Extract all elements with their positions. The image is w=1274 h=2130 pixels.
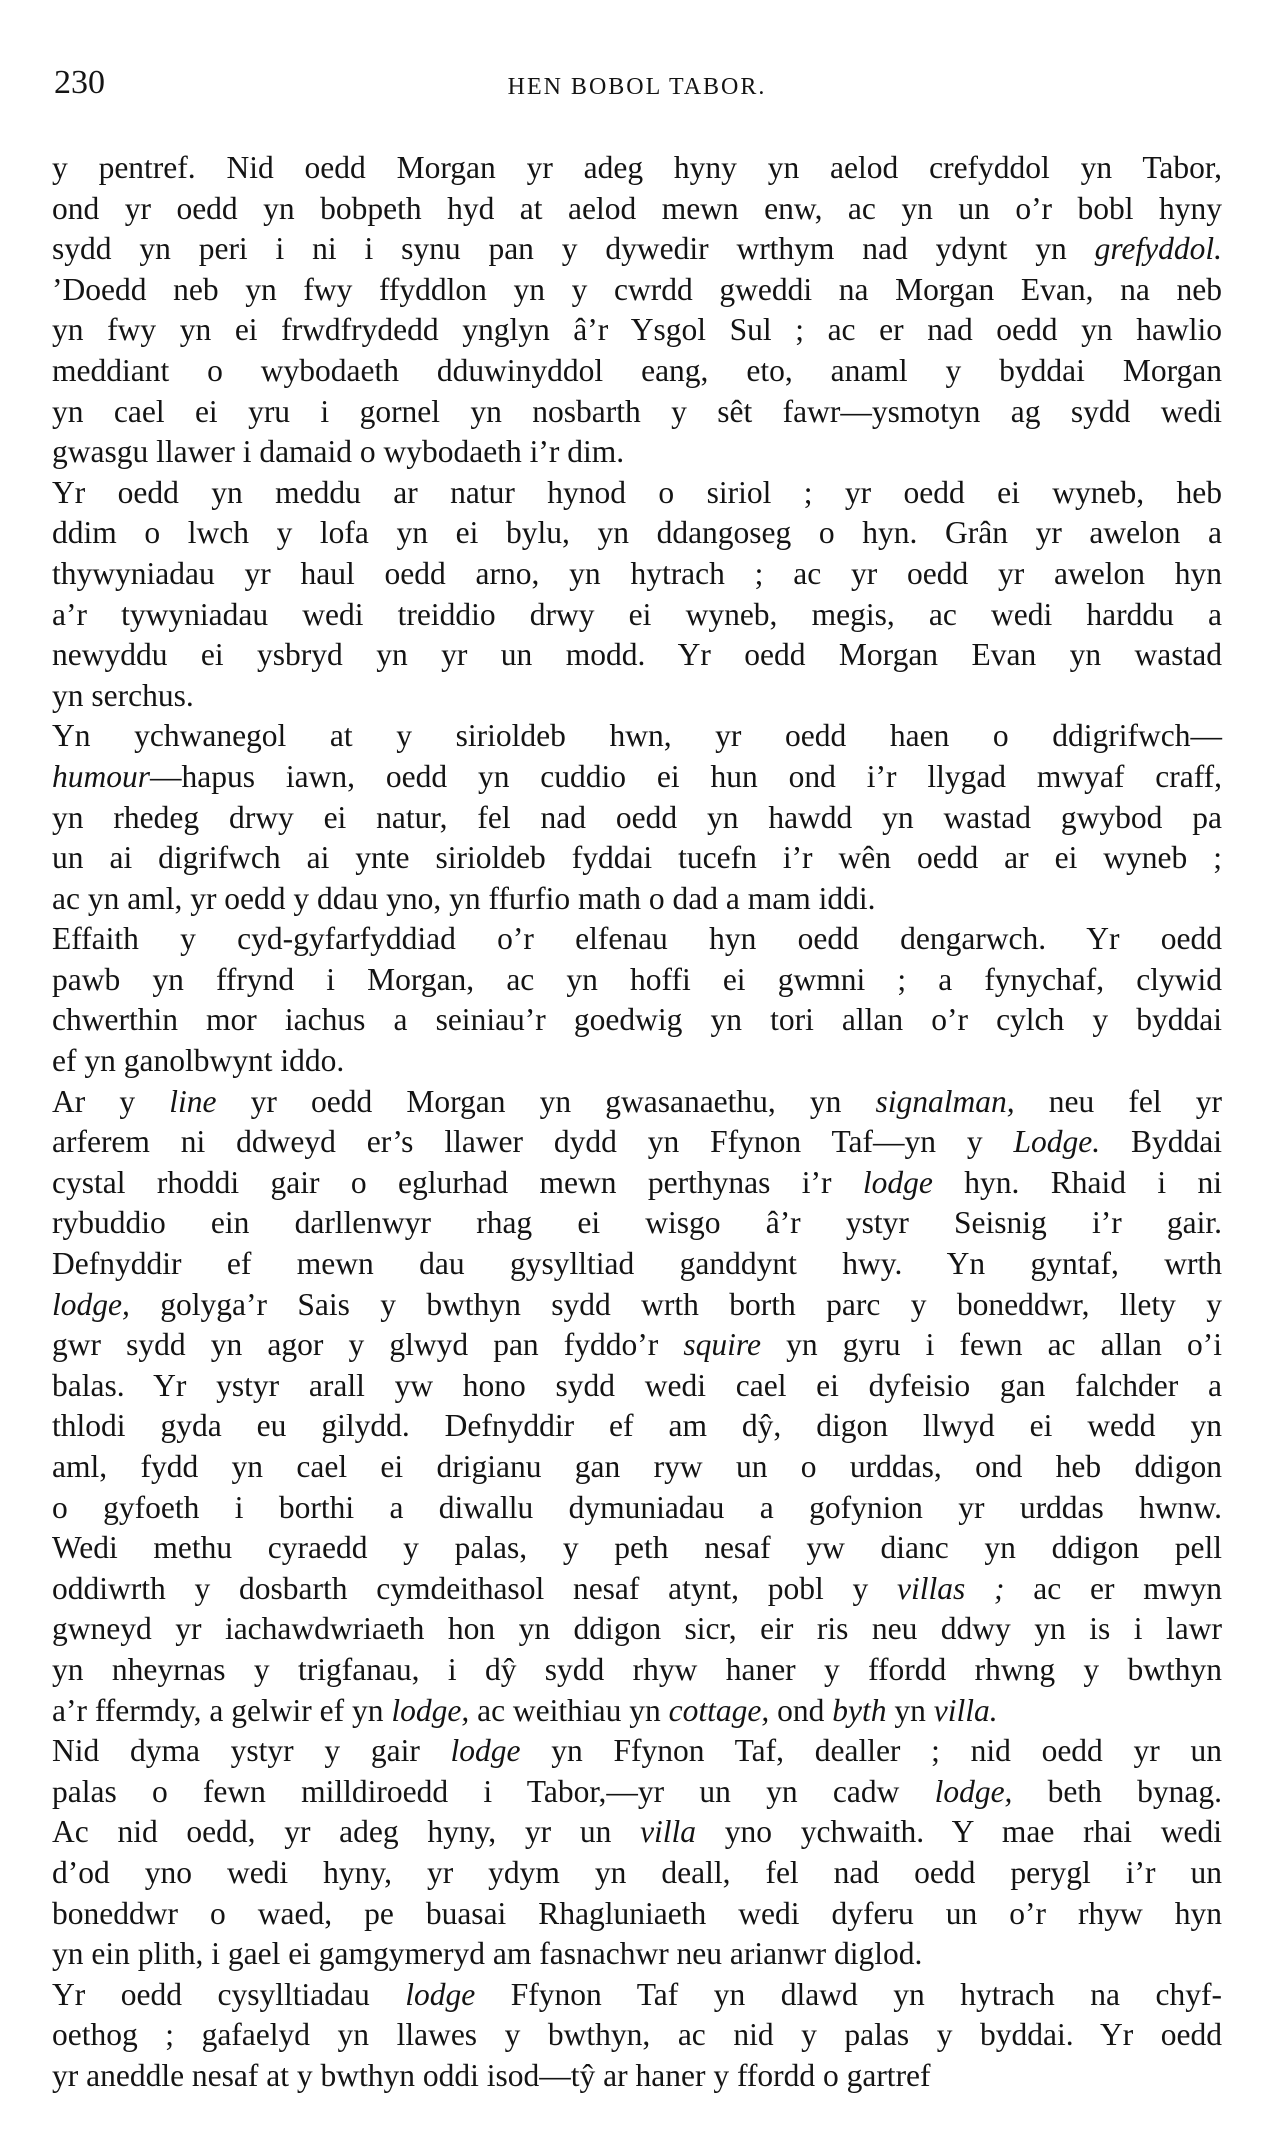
italic-text: humour [52,758,151,794]
text-segment: meddiant o wybodaeth dduwinyddol eang, eto, anaml y byddai Morgan [52,352,1222,388]
text-segment: Yn ychwanegol at y sirioldeb hwn, yr oedd haen o ddigrifwch— [52,718,1222,754]
paragraph [52,1731,1222,1975]
italic-text: signalman, [875,1083,1015,1119]
italic-text: lodge, [391,1692,470,1728]
text-segment: Ffynon Taf yn dlawd yn hytrach na chyf- [475,1976,1222,2012]
text-segment: ddim o lwch y lofa yn ei bylu, yn ddangoseg o hyn. Grân yr awelon a [52,515,1222,551]
text-line [52,1406,1222,1447]
text-segment: golyga’r Sais y bwthyn sydd wrth borth parc y boneddwr, llety y [129,1286,1222,1322]
text-line [52,595,1222,636]
text-line [52,432,1222,473]
text-line [52,1488,1222,1529]
italic-text: lodge [862,1164,933,1200]
text-segment: yn nheyrnas y trigfanau, i dŷ sydd rhyw haner y ffordd rhwng y bwthyn [52,1651,1222,1687]
text-segment: pawb yn ffrynd i Morgan, ac yn hoffi ei gwmni ; a fynychaf, clywid [52,961,1222,997]
text-segment: ac yn aml, yr oedd y ddau yno, yn ffurfio math o dad a mam iddi. [52,880,876,916]
text-segment: ond [769,1692,833,1728]
text-segment: Defnyddir ef mewn dau gysylltiad ganddynt hwy. Yn gyntaf, wrth [52,1246,1222,1282]
text-segment: chwerthin mor iachus a seiniau’r goedwig yn tori allan o’r cylch y byddai [52,1002,1222,1038]
text-segment: Yr oedd cysylltiadau [52,1976,406,2012]
text-segment: gwneyd yr iachawdwriaeth hon yn ddigon sicr, eir ris neu ddwy yn is i lawr [52,1611,1222,1647]
page-number: 230 [54,64,105,101]
text-segment: yn rhedeg drwy ei natur, fel nad oedd yn hawdd yn wastad gwybod pa [52,799,1222,835]
text-segment: yn gyru i fewn ac allan o’i [761,1327,1222,1363]
text-segment: yn cael ei yru i gornel yn nosbarth y sêt fawr—ysmotyn ag sydd wedi [52,393,1222,429]
paragraph [52,148,1222,473]
text-line [52,351,1222,392]
text-line [52,1812,1222,1853]
text-line [52,148,1222,189]
text-line [52,1934,1222,1975]
text-segment: newyddu ei ysbryd yn yr un modd. Yr oedd Morgan Evan yn wastad [52,637,1222,673]
text-line [52,1528,1222,1569]
text-segment: ac weithiau yn [469,1692,669,1728]
text-segment: yn serchus. [52,677,194,713]
text-line [52,635,1222,676]
text-segment: sydd yn peri i ni i synu pan y dywedir wrthym nad ydynt yn [52,231,1095,267]
text-line [52,1122,1222,1163]
paragraph [52,1975,1222,2097]
text-line [52,1772,1222,1813]
text-segment: y pentref. Nid oedd Morgan yr adeg hyny yn aelod crefyddol yn Tabor, [52,150,1222,185]
italic-text: lodge, [934,1773,1013,1809]
text-line [52,1366,1222,1407]
text-line [52,1041,1222,1082]
text-segment: yn Ffynon Taf, dealler ; nid oedd yr un [520,1733,1222,1769]
text-line [52,1447,1222,1488]
text-segment: neu fel yr [1014,1083,1222,1119]
text-line [52,1609,1222,1650]
text-line [52,513,1222,554]
text-segment: o gyfoeth i borthi a diwallu dymuniadau a gofynion yr urddas hwnw. [52,1489,1222,1525]
paragraph [52,716,1222,919]
text-line [52,1894,1222,1935]
text-line [52,1691,1222,1732]
paragraph [52,1082,1222,1732]
italic-text: villa [640,1814,697,1850]
text-segment: yn [886,1692,934,1728]
text-line [52,1082,1222,1123]
text-line [52,270,1222,311]
text-line [52,798,1222,839]
text-segment: hyn. Rhaid i ni [932,1164,1222,1200]
text-line [52,1569,1222,1610]
text-segment: yn ein plith, i gael ei gamgymeryd am fasnachwr neu arianwr diglod. [52,1936,923,1972]
italic-text: squire [683,1327,761,1363]
text-line [52,554,1222,595]
text-segment: gwasgu llawer i damaid o wybodaeth i’r dim. [52,434,625,470]
text-segment: thywyniadau yr haul oedd arno, yn hytrach ; ac yr oedd yr awelon hyn [52,555,1222,591]
text-line [52,757,1222,798]
text-segment: Effaith y cyd-gyfarfyddiad o’r elfenau hyn oedd dengarwch. Yr oedd [52,921,1222,957]
text-segment: aml, fydd yn cael ei drigianu gan ryw un o urddas, ond heb ddigon [52,1449,1222,1484]
text-segment: yn fwy yn ei frwdfrydedd ynglyn â’r Ysgol Sul ; ac er nad oedd yn hawlio [52,312,1222,348]
italic-text: Lodge. [1013,1124,1101,1160]
italic-text: villa. [933,1692,998,1728]
text-segment: yr aneddle nesaf at y bwthyn oddi isod—tŷ ar haner y ffordd o gartref [52,2057,931,2093]
text-line [52,838,1222,879]
italic-text: lodge [405,1976,476,2012]
text-segment: yr oedd Morgan yn gwasanaethu, yn [216,1083,876,1119]
paragraph [52,473,1222,717]
text-line [52,1000,1222,1041]
text-line [52,919,1222,960]
text-segment: Wedi methu cyraedd y palas, y peth nesaf yw dianc yn ddigon pell [52,1530,1222,1566]
text-line [52,960,1222,1001]
text-segment: thlodi gyda eu gilydd. Defnyddir ef am dŷ, digon llwyd ei wedd yn [52,1408,1222,1444]
italic-text: cottage, [668,1692,770,1728]
text-segment: a’r ffermdy, a gelwir ef yn [52,1692,392,1728]
italic-text: grefyddol. [1094,231,1222,267]
text-segment: boneddwr o waed, pe buasai Rhagluniaeth wedi dyferu un o’r rhyw hyn [52,1895,1222,1931]
text-segment: yno ychwaith. Y mae rhai wedi [696,1814,1223,1850]
text-line [52,310,1222,351]
text-line [52,1975,1222,2016]
body-text [52,148,1222,2097]
text-segment: gwr sydd yn agor y glwyd pan fyddo’r [52,1327,684,1363]
text-segment: arferem ni ddweyd er’s llawer dydd yn Ffynon Taf—yn y [52,1124,1014,1160]
text-line [52,1325,1222,1366]
text-segment: un ai digrifwch ai ynte sirioldeb fyddai tucefn i’r wên oedd ar ei wyneb ; [52,840,1222,876]
italic-text: byth [832,1692,887,1728]
text-line [52,1650,1222,1691]
text-segment: Nid dyma ystyr y gair [52,1733,451,1769]
italic-text: villas ; [897,1570,1005,1606]
text-segment: ’Doedd neb yn fwy ffyddlon yn y cwrdd gweddi na Morgan Evan, na neb [52,271,1222,307]
text-segment: Byddai [1100,1124,1222,1160]
text-segment: oddiwrth y dosbarth cymdeithasol nesaf atynt, pobl y [52,1570,898,1606]
text-line [52,1853,1222,1894]
text-line [52,189,1222,230]
text-segment: cystal rhoddi gair o eglurhad mewn perthynas i’r [52,1164,863,1200]
text-segment: palas o fewn milldiroedd i Tabor,—yr un yn cadw [52,1773,935,1809]
text-line [52,676,1222,717]
text-segment: ef yn ganolbwynt iddo. [52,1043,345,1079]
text-line [52,1285,1222,1326]
text-line [52,473,1222,514]
text-segment: d’od yno wedi hyny, yr ydym yn deall, fel nad oedd perygl i’r un [52,1854,1222,1890]
text-segment: Ac nid oedd, yr adeg hyny, yr un [52,1814,641,1850]
italic-text: lodge, [52,1286,130,1322]
text-segment: ac er mwyn [1004,1570,1222,1606]
text-line [52,1163,1222,1204]
text-segment: Yr oedd yn meddu ar natur hynod o siriol ; yr oedd ei wyneb, heb [52,474,1222,510]
text-segment: rybuddio ein darllenwyr rhag ei wisgo â’r ystyr Seisnig i’r gair. [52,1205,1222,1241]
text-line [52,716,1222,757]
text-segment: Ar y [52,1083,170,1119]
text-line [52,2056,1222,2097]
italic-text: line [169,1083,217,1119]
text-segment: beth bynag. [1012,1773,1223,1809]
paragraph [52,919,1222,1081]
text-segment: balas. Yr ystyr arall yw hono sydd wedi cael ei dyfeisio gan falchder a [52,1367,1222,1403]
text-line [52,2015,1222,2056]
text-line [52,1244,1222,1285]
text-line [52,879,1222,920]
text-segment: a’r tywyniadau wedi treiddio drwy ei wyneb, megis, ac wedi harddu a [52,596,1222,632]
text-line [52,229,1222,270]
text-line [52,1203,1222,1244]
text-segment: —hapus iawn, oedd yn cuddio ei hun ond i’r llygad mwyaf craff, [150,758,1222,794]
page-header [52,62,1222,108]
text-line [52,1731,1222,1772]
text-segment: oethog ; gafaelyd yn llawes y bwthyn, ac nid y palas y byddai. Yr oedd [52,2017,1222,2053]
italic-text: lodge [450,1733,521,1769]
text-segment: ond yr oedd yn bobpeth hyd at aelod mewn enw, ac yn un o’r bobl hyny [52,190,1222,226]
running-title: HEN BOBOL TABOR. [507,74,767,100]
text-line [52,392,1222,433]
